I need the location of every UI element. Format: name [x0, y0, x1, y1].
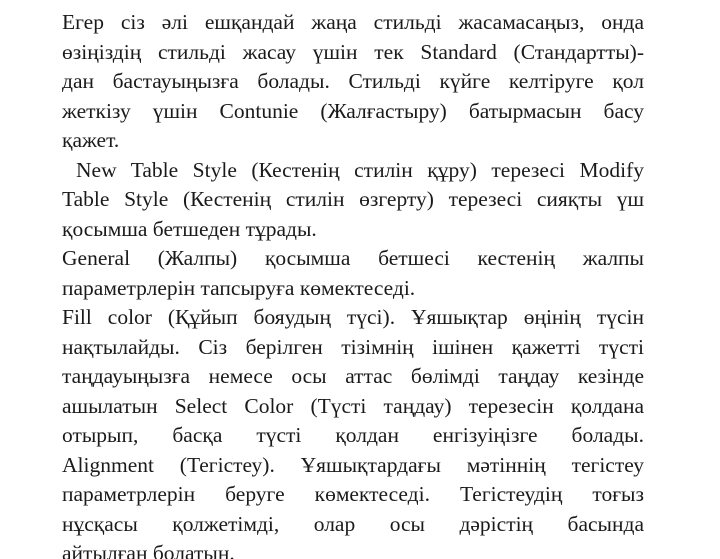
- text-line: таңдауыңызға немесе осы аттас бөлімді таңдау кезінде: [62, 364, 644, 388]
- text-line: қосымша бетшеден тұрады.: [62, 216, 317, 241]
- text-line: Alignment (Тегістеу). Ұяшықтардағы мәтіннің тегістеу: [62, 452, 644, 477]
- text-line: нақтылайды. Сіз берілген тізімнің ішінен қажетті түсті: [62, 334, 644, 359]
- text-line: параметрлерін тапсыруға көмектеседі.: [62, 275, 416, 300]
- text-line: отырып, басқа түсті қолдан енгізуіңізге болады.: [62, 423, 644, 447]
- text-line: Table Style (Кестенің стилін өзгерту) терезесі сияқты үш: [62, 187, 644, 211]
- text-line: Егер сіз әлі ешқандай жаңа стильді жасамасаңыз, онда: [62, 10, 644, 34]
- text-line: айтылған болатын.: [62, 541, 235, 559]
- text-line: дан бастауыңызға болады. Стильді күйге келтіруге қол: [62, 69, 644, 93]
- text-line: өзіңіздің стильді жасау үшін тек Standard (Стандартты)-: [62, 39, 644, 64]
- text-line: ашылатын Select Color (Түсті таңдау) терезесін қолдана: [62, 393, 644, 418]
- text-line: General (Жалпы) қосымша бетшесі кестенің жалпы: [62, 246, 644, 270]
- text-line: қажет.: [62, 128, 120, 152]
- text-line: New Table Style (Кестенің стилін құру) терезесі Modify: [76, 157, 644, 182]
- document-page: [62, 8, 644, 559]
- text-line: жеткізу үшін Contunie (Жалғастыру) батырмасын басу: [62, 98, 644, 123]
- text-line: нұсқасы қолжетімді, олар осы дәрістің басында: [62, 511, 644, 536]
- text-line: параметрлерін беруге көмектеседі. Тегістеудің тоғыз: [62, 482, 644, 506]
- text-line: Fill color (Құйып бояудың түсі). Ұяшықтар өңінің түсін: [62, 305, 644, 329]
